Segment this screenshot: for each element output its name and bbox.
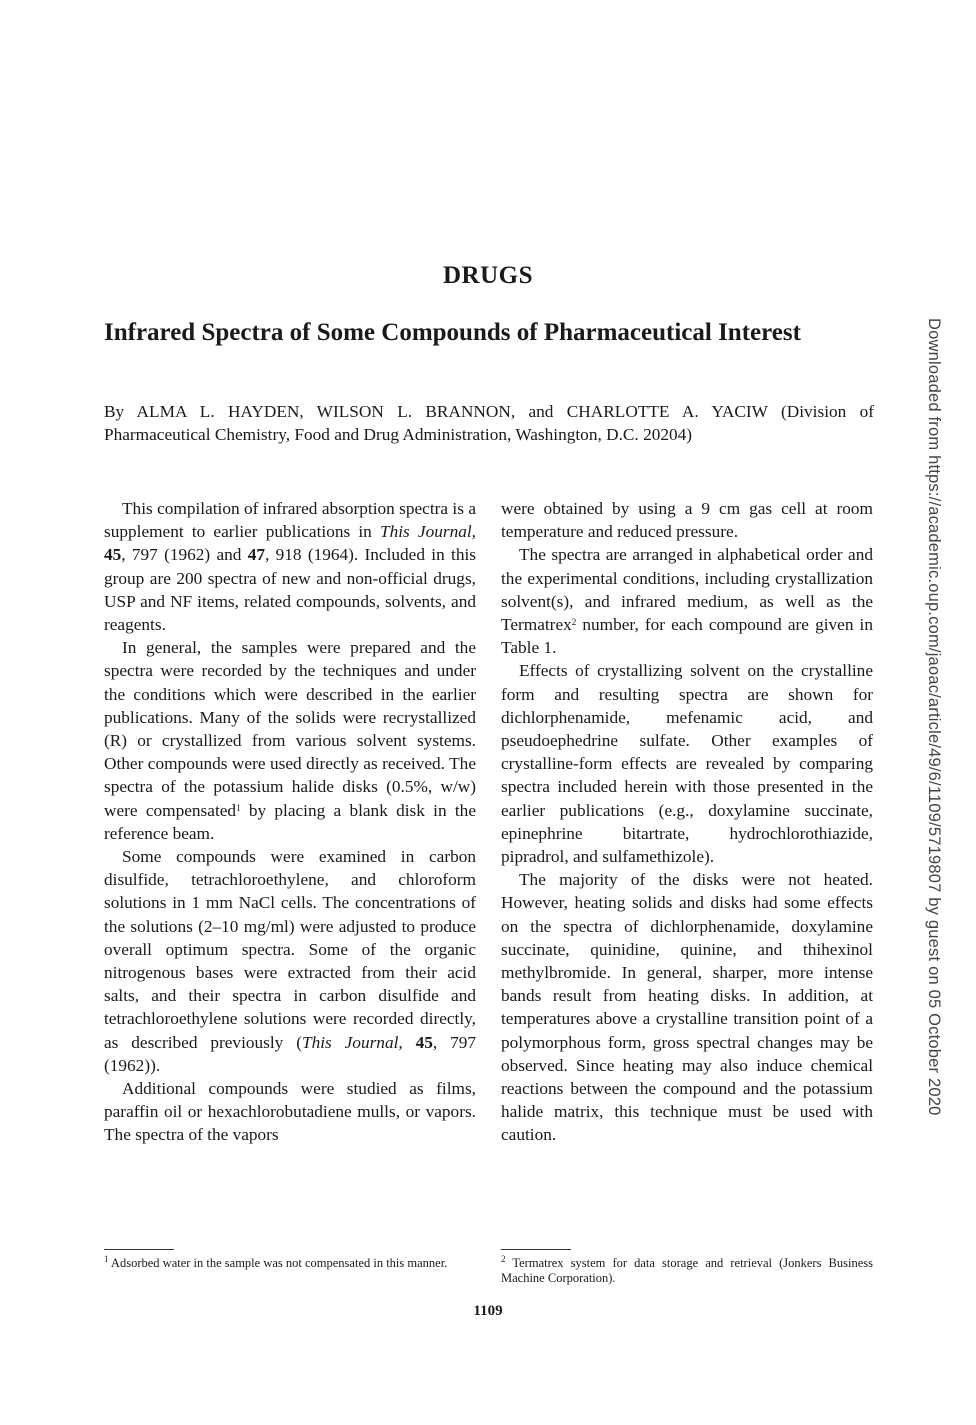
page-number: 1109 xyxy=(473,1303,503,1319)
paragraph: Additional compounds were studied as films, paraffin oil or hexachlorobutadiene mulls, or vapors. The spectra of the vapors xyxy=(104,1079,476,1145)
paragraph: Some compounds were examined in carbon disulfide, tetrachloroethylene, and chloroform solutions in 1 mm NaCl cells. The concentrations of the solutions (2–10 mg/ml) were adjusted to produce overall optimum spectra. Some of the organic nitrogenous bases were extracted from their acid salts, and their spectra in carbon disulfide and tetrachloroethylene solutions were recorded directly, as described previously (This Journal, 45, 797 (1962)). xyxy=(104,847,477,1075)
footnote-rule xyxy=(104,1249,174,1250)
footnote-rule xyxy=(501,1249,571,1250)
paragraph: Effects of crystallizing solvent on the crystalline form and resulting spectra are shown for dichlorphenamide, mefenamic acid, and pseudoephedrine sulfate. Other examples of crystalline-form effects are revealed by comparing spectra included herein with those presented in the earlier publications (e.g., doxylamine succinate, epinephrine bitartrate, hydrochlorothiazide, pipradrol, and sulfamethizole). xyxy=(501,661,873,867)
left-column xyxy=(104,497,476,1147)
section-heading: DRUGS xyxy=(442,262,533,289)
paragraph: In general, the samples were prepared and the spectra were recorded by the techniques and under the conditions which were described in the earlier publications. Many of the solids were recrystallized (R) or crystallized from various solvent systems. Other compounds were used directly as received. The spectra of the potassium halide disks (0.5%, w/w) were compensated$^1$ by placing a blank disk in the reference beam. xyxy=(104,638,476,843)
right-column xyxy=(501,497,873,1147)
author-byline: By ALMA L. HAYDEN, WILSON L. BRANNON, and CHARLOTTE A. YACIW (Division of Pharmaceutical Chemistry, Food and Drug Administration, Washington, D.C. 20204) xyxy=(104,402,874,444)
footnote-2: $^2$ Termatrex system for data storage and retrieval (Jonkers Business Machine Corporation). xyxy=(501,1254,873,1285)
paragraph: The majority of the disks were not heated. However, heating solids and disks had some effects on the spectra of dichlorphenamide, doxylamine succinate, quinidine, quinine, and thihexinol methylbromide. In general, sharper, more intense bands result from heating disks. In addition, at temperatures above a crystalline transition point of a polymorphous form, gross spectral changes may be observed. Since heating may also induce chemical reactions between the compound and the potassium halide matrix, this technique must be used with caution. xyxy=(501,870,873,1145)
journal-title: This Journal, xyxy=(379,522,476,542)
paragraph: This compilation of infrared absorption spectra is a supplement to earlier publications in This Journal, 45, 797 (1962) and 47, 918 (1964). Included in this group are 200 spectra of new and non-official drugs, USP and NF items, related compounds, solvents, and reagents. xyxy=(104,499,476,635)
footnote-1: $^1$ Adsorbed water in the sample was not compensated in this manner. xyxy=(104,1254,448,1270)
footnote-ref[interactable]: 2 xyxy=(571,617,577,628)
footnote-ref[interactable]: 1 xyxy=(236,802,241,813)
paragraph: The spectra are arranged in alphabetical order and the experimental conditions, including crystallization solvent(s), and infrared medium, as well as the Termatrex$^2$ number, for each compound are given in Table 1. xyxy=(501,545,873,658)
journal-title: This Journal, xyxy=(301,1032,403,1052)
download-watermark: Downloaded from https://academic.oup.com/jaoac/article/49/6/1109/5719807 by guest on 05 October 2020 xyxy=(925,318,943,1116)
article-title: Infrared Spectra of Some Compounds of Pharmaceutical Interest xyxy=(104,319,801,346)
paragraph: were obtained by using a 9 cm gas cell at room temperature and reduced pressure. xyxy=(501,499,873,542)
